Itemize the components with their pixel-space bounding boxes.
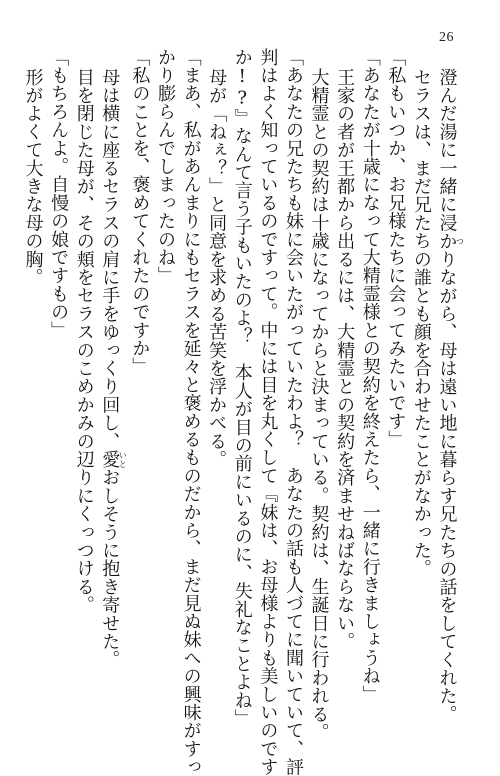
- text-segment: 大精霊との契約は十歳になってからと決まっている。契約は、生誕日に行われる。: [308, 67, 330, 742]
- text-line: [408, 48, 434, 658]
- text-line: [229, 48, 255, 728]
- text-line: [255, 48, 281, 776]
- vertical-text-body: [20, 48, 465, 776]
- text-line: [97, 48, 128, 669]
- text-segment: 「あなたが十歳になって大精霊様との契約を終えたら、一緒に行きましょうね」: [359, 48, 381, 704]
- text-line: [332, 48, 358, 658]
- text-segment: 母は横に座るセラスの肩に手をゆっくり回し、: [99, 67, 121, 450]
- text-line: [178, 48, 204, 776]
- text-line: [280, 48, 306, 776]
- text-line: [46, 48, 72, 658]
- text-segment: 「あなたの兄たちも妹に会いたがっていたわよ？ あなたの話も人づてに聞いていて、評: [282, 48, 304, 776]
- text-segment: 「まあ、私があんまりにもセラスを延々と褒めるものだから、まだ見ぬ妹への興味がすっ: [180, 48, 202, 776]
- text-line: [152, 48, 178, 658]
- ruby-annotation: [436, 231, 465, 250]
- ruby-base: か: [436, 231, 458, 250]
- text-segment: 形がよくて大きな母の胸。: [22, 67, 44, 287]
- text-line: [204, 48, 230, 658]
- text-segment: セラスは、まだ兄たちの誰とも顔を合わせたことがなかった。: [410, 67, 432, 578]
- text-segment: 澄んだ湯に一緒に浸: [436, 67, 458, 232]
- text-segment: か!?』なんて言う子もいたのよ？ 本人が目の前にいるのに、失礼なことよね」: [231, 48, 253, 728]
- ruby-reading: つ: [455, 231, 465, 250]
- text-line: [357, 48, 383, 704]
- ruby-reading: いと: [118, 450, 128, 469]
- text-segment: おしそうに抱き寄せた。: [99, 468, 121, 669]
- text-line: [127, 48, 153, 658]
- text-segment: かり膨らんでしまったのね」: [154, 48, 176, 285]
- ruby-base: 愛: [99, 450, 121, 469]
- text-segment: 「もちろんよ。自慢の娘ですもの」: [48, 48, 70, 340]
- text-segment: 王家の者が王都から出るには、大精霊との契約を済ませねばならない。: [334, 67, 356, 651]
- text-segment: 目を閉じた母が、その頬をセラスのこめかみの辺りにくっつける。: [73, 67, 95, 614]
- text-segment: 母が「ねぇ？」と同意を求める苦笑を浮かべる。: [206, 67, 228, 469]
- text-segment: りながら、母は遠い地に暮らす兄たちの話をしてくれた。: [436, 249, 458, 724]
- ruby-annotation: [99, 450, 128, 469]
- text-segment: 「私のことを、褒めてくれたのですか」: [129, 48, 151, 376]
- text-line: [20, 48, 46, 658]
- text-segment: 「私もいつか、お兄様たちに会ってみたいです」: [385, 48, 407, 449]
- text-line: [306, 48, 332, 742]
- text-line: [383, 48, 409, 658]
- page-number: 26: [439, 30, 454, 45]
- text-segment: 判はよく知っているのですって。中には目を丸くして『妹は、お母様よりも美しいのです: [257, 48, 279, 776]
- text-line: [434, 48, 465, 724]
- text-line: [71, 48, 97, 658]
